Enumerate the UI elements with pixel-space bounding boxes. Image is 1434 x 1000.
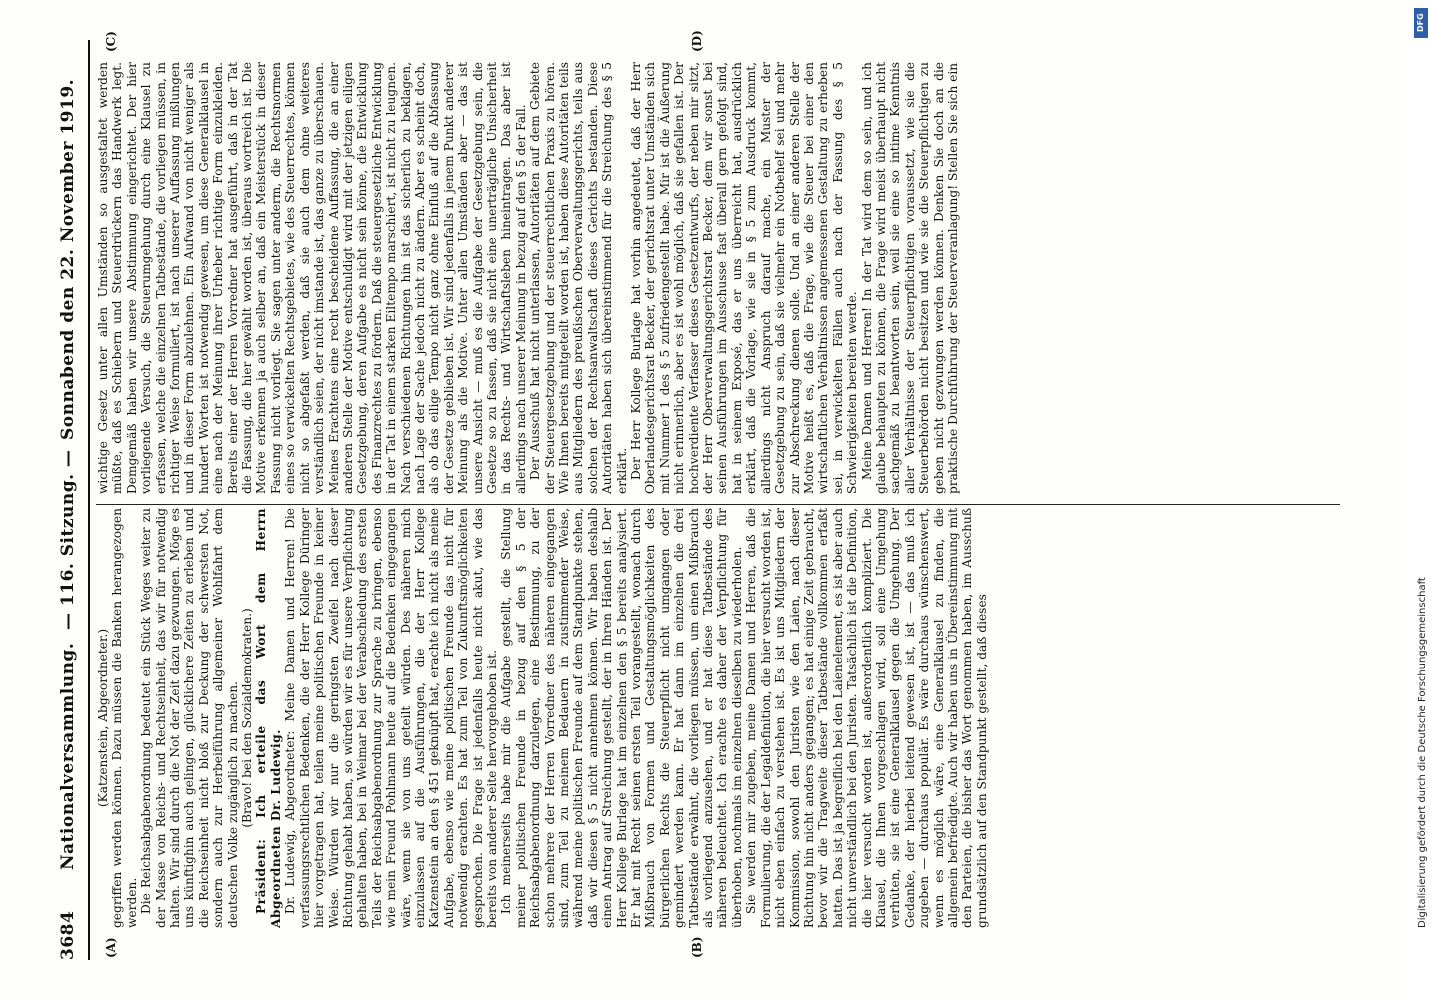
header-right-title: Sonnabend den 22. November 1919. <box>58 78 78 440</box>
paragraph: Der Herr Kollege Burlage hat vorhin angedeutet, daß der Herr Oberlandesgerichtsrat Becker, der gerichtsrat unter Umständen sich mit Nummer 1 des § 5 zufriedengestellt habe. Mir ist die Äußerung nicht erinnerlich, aber es ist wohl möglich, daß sie gefallen ist. Der hochverdiente Verfasser dieses Gesetzentwurfs, der neben mir sitzt, der Herr Oberverwaltungsgerichtsrat Becker, dem wir sonst bei seinen Ausführungen im Ausschusse fast überall gern gefolgt sind, hat in seinem Exposé, das er uns überreicht hat, ausdrücklich erklärt, daß die Vorlage, wie sie in § 5 zum Ausdruck kommt, allerdings nicht Anspruch darauf mache, ein Muster der Gesetzgebung zu sein, daß sie vielmehr ein Notbehelf sei und mehr zur Abschreckung dienen solle. Und an einer anderen Stelle der Motive heißt es, daß die Frage, wie die Steuer bei einer den wirtschaftlichen Verhältnissen angemessenen Gestaltung zu erheben sei, in verwickelten Fällen auch nach der Fassung des § 5 Schwierigkeiten bereiten werde. <box>629 62 860 494</box>
left-column <box>96 508 1338 928</box>
header-left-title: Nationalversammlung. <box>58 642 78 870</box>
applause-note: (Bravo! bei den Sozialdemokraten.) <box>240 608 255 828</box>
speaker-note: (Katzenstein, Abgeordneter.) <box>96 628 110 808</box>
margin-marker-c: (C) <box>104 31 118 52</box>
digitization-credit <box>1412 8 1430 1000</box>
margin-marker-d: (D) <box>690 30 704 52</box>
page-number: 3684 <box>58 910 78 960</box>
margin-marker-b: (B) <box>690 936 704 958</box>
paragraph: Meine Damen und Herren! In der Tat wird dem so sein, und ich glaube behaupten zu können, die Frage wird meist überhaupt nicht sachgemäß zu beantworten sein, weil sie eine so intime Kenntnis aller Verhältnisse der Steuerpflichtigen voraussetzt, wie sie die Steuerbehörden nicht besitzen und wie sie die Steuerpflichtigen zu geben nicht gezwungen werden können. Denken Sie doch an die praktische Durchführung der Steuerveranlagung! Stellen Sie sich ein <box>859 62 960 494</box>
header-session: — 116. Sitzung. — <box>58 449 78 630</box>
credit-text: Digitalisierung gefördert durch die Deutsche Forschungsgemeinschaft <box>1417 577 1428 928</box>
paragraph: Ich meinerseits habe mir die Aufgabe gestellt, die Stellung meiner politischen Freunde in bezug auf den § 5 der Reichsabgabenordnung darzulegen, eine Bestimmung, zu der schon mehrere der Herren Vorredner des näheren eingegangen sind, zum Teil zu meinem Bedauern in zustimmender Weise, während meine politischen Freunde auf dem Standpunkte stehen, daß wir diesen § 5 nicht annehmen können. Wir haben deshalb einen Antrag auf Streichung gestellt, der in Ihren Händen ist. Der Herr Kollege Burlage hat im einzelnen den § 5 bereits analysiert. Er hat mit Recht seinen ersten Teil vorangestellt, wonach durch Mißbrauch von Formen und Gestaltungsmöglichkeiten des bürgerlichen Rechts die Steuerpflicht nicht umgangen oder gemindert werden kann. Er hat dann im einzelnen die drei Tatbestände erwähnt, die vorliegen müssen, um einen Mißbrauch als vorliegend anzusehen, und er hat diese Tatbestände des näheren beleuchtet. Ich erachte es daher der Verpflichtung für überhoben, nochmals im einzelnen dieselben zu wiederholen. <box>499 508 744 928</box>
margin-marker-a: (A) <box>104 937 118 958</box>
header-rule <box>88 40 90 960</box>
dfg-logo-icon: DFG <box>1414 8 1428 38</box>
right-column <box>96 62 1338 494</box>
column-rule <box>96 504 1340 505</box>
page-header <box>58 40 88 960</box>
paragraph: Der Ausschuß hat nicht unterlassen, Autoritäten auf dem Gebiete der Steuergesetzgebung und der steuerrechtlichen Praxis zu hören. Wie Ihnen bereits mitgeteilt worden ist, haben diese Autoritäten teils aus Mitgliedern des preußischen Oberverwaltungsgerichts, teils aus solchen der Rechtsanwaltschaft dieses Gerichts bestanden. Diese Autoritäten haben sich übereinstimmend für die Streichung des § 5 erklärt. <box>528 62 629 494</box>
president-remark: Präsident: Ich erteile das Wort dem Herrn Abgeordneten Dr. Ludewig. <box>254 508 283 928</box>
paragraph: gegriffen werden können. Dazu müssen die Banken herangezogen werden. <box>110 508 139 928</box>
paragraph: Die Reichsabgabenordnung bedeutet ein Stück Weges weiter zu der Masse von Reichs- und Rechtseinheit, das wir für notwendig halten. Wir sind durch die Not der Zeit dazu gezwungen. Möge es uns künftighin auch gelingen, glücklichere Zeiten zu erleben und die Reichseinheit nicht bloß zur Deckung der schwersten Not, sondern auch zur Herbeiführung allgemeiner Wohlfahrt dem deutschen Volke zugänglich zu machen. <box>139 508 240 928</box>
paragraph: wichtige Gesetz unter allen Umständen so ausgestaltet werden müßte, daß es Schiebern und Steuerdrückern das Handwerk legt. Demgemäß haben wir unsere Abstimmung eingerichtet. Der hier vorliegende Versuch, die Steuerumgehung durch eine Klausel zu erfassen, welche die einzelnen Tatbestände, die vorliegen müssen, in richtiger Weise formuliert, ist nach unserer Auffassung mißlungen und in dieser Form abzulehnen. Ein Aufwand von nicht weniger als hundert Worten ist notwendig gewesen, um diese Generalklausel in eine nach der Meinung ihrer Urheber richtige Form einzukleiden. Bereits einer der Herren Vorredner hat ausgeführt, daß in der Tat die Fassung, die hier gewählt worden ist, überaus wortreich ist. Die Motive erkennen ja auch selber an, daß ein Meisterstück in dieser Fassung nicht vorliegt. Sie sagen unter anderm, die Rechtsnormen eines so verwickelten Rechtsgebietes, wie des Steuerrechtes, können nicht so abgefaßt werden, daß sie auch dem ohne weiteres verständlich seien, der nicht imstande ist, das ganze zu überschauen. Meines Erachtens eine recht bescheidene Auffassung, die an einer anderen Stelle der Motive entschuldigt wird mit der jetzigen eiligen Gesetzgebung, deren Aufgabe es nicht sein könne, die Entwicklung des Finanzrechtes zu fördern. Daß die steuergesetzliche Entwicklung in der Tat in einem starken Eiltempo marschiert, ist nicht zu leugnen. Nach verschiedenen Richtungen hin ist das sicherlich zu beklagen, nach Lage der Sache jedoch nicht zu ändern. Aber es scheint doch, als ob das eilige Tempo nicht ganz ohne Einfluß auf die Abfassung der Gesetze geblieben ist. Wir sind jedenfalls in jenem Punkt anderer Meinung als die Motive. Unter allen Umständen aber — das ist unsere Ansicht — muß es die Aufgabe der Gesetzgebung sein, die Gesetze so zu fassen, daß sie nicht eine unerträgliche Unsicherheit in das Rechts- und Wirtschaftsleben hineintragen. Das aber ist allerdings nach unserer Meinung in bezug auf den § 5 der Fall. <box>96 62 528 494</box>
speech-opening: Dr. Ludewig, Abgeordneter: Meine Damen und Herren! Die verfassungsrechtlichen Bedenken, die der Herr Kollege Düringer hier vorgetragen hat, teilen meine politischen Freunde in keiner Weise. Würden wir nur die geringsten Zweifel nach dieser Richtung gehabt haben, so würden wir es für unsere Verpflichtung gehalten haben, bei in Weimar bei der Verabschiedung des ersten Teils der Reichsabgabenordnung zur Sprache zu bringen, ebenso wie mein Freund Pohlmann heute auf die Bedenken eingegangen wäre, wenn sie von uns geteilt würden. Des näheren mich einzulassen auf die Ausführungen, die der Herr Kollege Katzenstein an den § 451 geknüpft hat, erachte ich nicht als meine Aufgabe, ebenso wie meine politischen Freunde das nicht für notwendig erachten. Es hat zum Teil von Zukunftsmöglichkeiten gesprochen. Die Frage ist jedenfalls heute nicht akut, wie das bereits von anderer Seite hervorgehoben ist. <box>283 508 499 928</box>
paragraph: Sie werden mir zugeben, meine Damen und Herren, daß die Formulierung, die der Legaldefinition, die hier versucht worden ist, nicht eben einfach zu verstehen ist. Es ist uns Mitgliedern der Kommission, sowohl den Juristen wie den Laien, nach dieser Richtung hin nicht anders gegangen; es hat einige Zeit gebraucht, bevor wir die Tragweite dieser Tatbestände vollkommen erfaßt hatten. Das ist ja begreiflich bei den Laienelement, es ist aber auch nicht unverständlich bei den Juristen. Tatsächlich ist die Definition, die hier versucht worden ist, außerordentlich kompliziert. Die Klausel, die Ihnen vorgeschlagen wird, soll eine Umgehung verhüten, sie ist eine Generalklausel gegen die Umgehung. Der Gedanke, der hierbei leitend gewesen ist, ist — das muß ich zugeben — durchaus populär. Es wäre durchaus wünschenswert, wenn es möglich wäre, eine Generalklausel zu finden, die allgemein befriedigte. Auch wir haben uns in Übereinstimmung mit den Parteien, die bisher das Wort genommen haben, im Ausschuß grundsätzlich auf den Standpunkt gestellt, daß dieses <box>744 508 989 928</box>
